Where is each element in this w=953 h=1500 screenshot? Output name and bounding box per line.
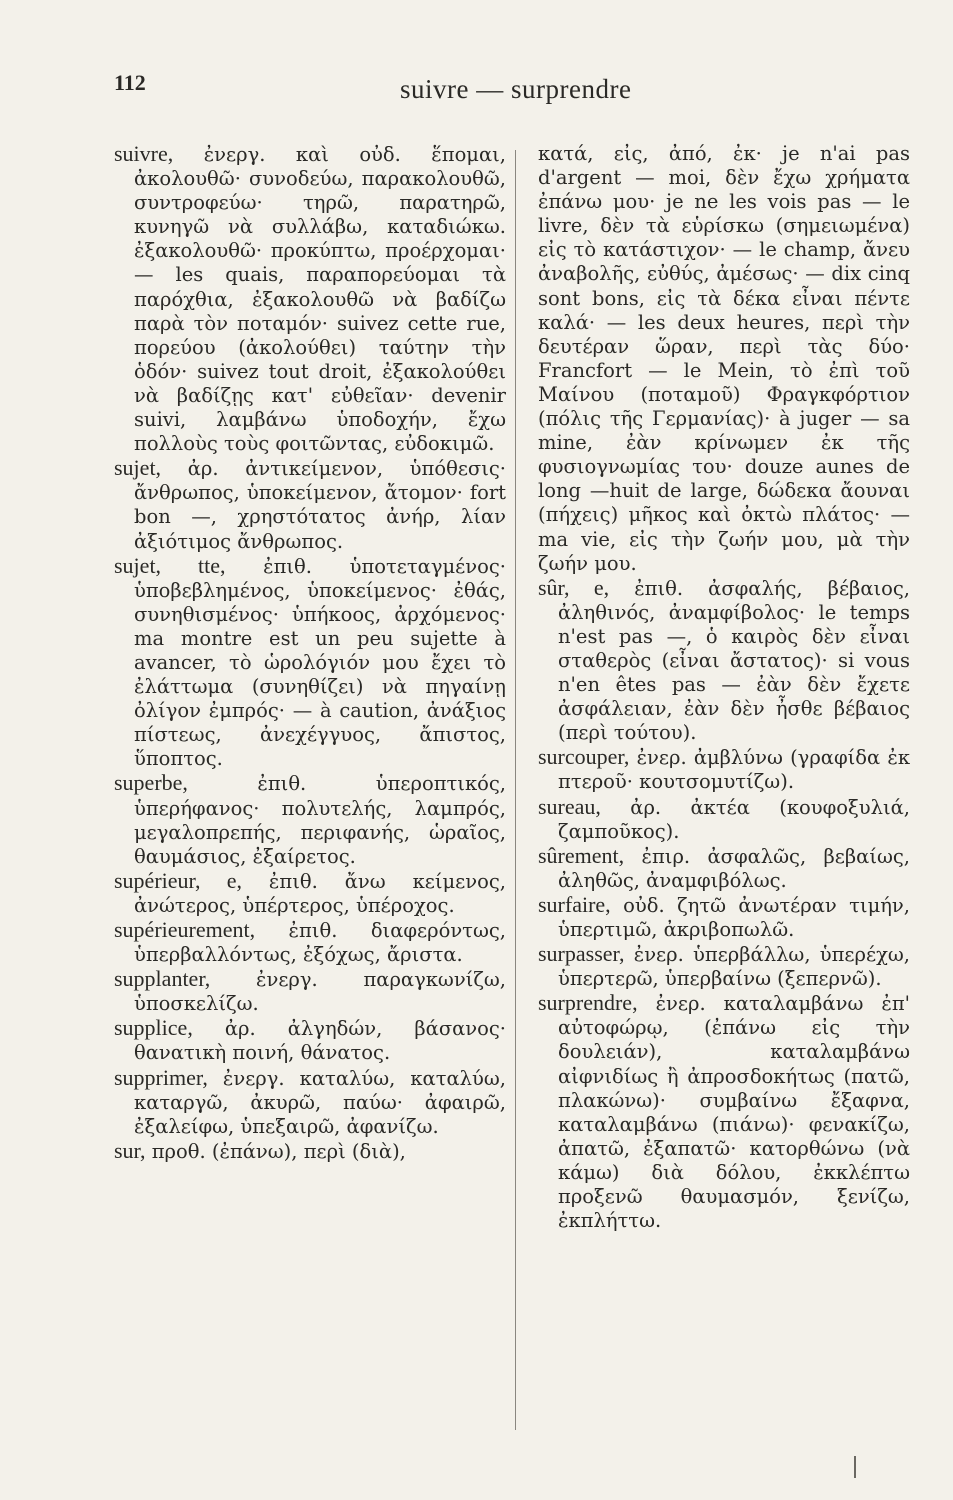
definition-text: ἀρ. ἀλγηδών, βάσανος· θανατικὴ ποινή, θάνατος. <box>134 1017 507 1065</box>
headword: supplanter, <box>114 966 211 992</box>
definition-text: ἐνεργ. παραγκωνίζω, ὑποσκελίζω. <box>134 968 506 1016</box>
headword: supplice, <box>114 1015 193 1041</box>
dictionary-entry <box>538 576 910 746</box>
headword: supérieurement, <box>114 917 256 942</box>
definition-text: ἐνερ. καταλαμβάνω ἐπ' αὐτοφώρῳ, (ἐπάνω εἰς τὴν δουλειάν), καταλαμβάνω αἰφνιδίως ἢ ἀπροσδοκήτως (πατῶ, πλακώνω)· συμβαίνω ἔξαφνα, καταλαμβάνω (πιάνω)· φενακίζω, ἀπατῶ, ἐξαπατῶ· κατορθώνω (νὰ κάμω) διὰ δόλου, ἐκκλέπτω προξενῶ θαυμασμόν, ξενίζω, ἐκπλήττω. <box>558 992 910 1233</box>
headword: supérieur, e, <box>114 867 242 893</box>
headword: sureau, <box>538 793 601 819</box>
dictionary-entry <box>538 844 910 893</box>
headword: surpasser, <box>538 941 625 967</box>
dictionary-entry <box>114 771 506 868</box>
dictionary-entry <box>114 142 506 456</box>
dictionary-entry <box>114 918 506 967</box>
definition-text: ἐπιθ. διαφερόντως, ὑπερβαλλόντως, ἐξόχως, ἄριστα. <box>134 919 506 967</box>
headword: surprendre, <box>538 990 638 1016</box>
stray-mark <box>854 1456 856 1478</box>
dictionary-entry <box>114 967 506 1016</box>
definition-text: ἐνεργ. καὶ οὐδ. ἕπομαι, ἀκολουθῶ· συνοδεύω, παρακολουθῶ, συντροφεύω· τηρῶ, παρατηρῶ, κυνηγῶ νὰ συλλάβω, καταδιώκω. ἐξακολουθῶ· προκύπτω, προέρχομαι· — les quais, παραπορεύομαι τὰ παρόχθια, ἐξακολουθῶ νὰ βαδίζω παρὰ τὸν ποταμόν· suivez cette rue, πορεύου (ἀκολούθει) ταύτην τὴν ὁδόν· suivez tout droit, ἐξακολούθει νὰ βαδίζῃς κατ' εὐθεῖαν· devenir suivi, λαμβάνω ὑποδοχήν, ἔχω πολλοὺς τοὺς φοιτῶντας, εὐδοκιμῶ. <box>134 143 506 456</box>
headword: surfaire, <box>538 891 611 917</box>
headword: supprimer, <box>114 1064 208 1090</box>
dictionary-entry <box>114 1066 506 1139</box>
headword: suivre, <box>114 141 174 166</box>
dictionary-entry <box>114 554 506 772</box>
dictionary-entry <box>538 893 910 942</box>
dictionary-entry <box>538 942 910 991</box>
definition-text: ἐπιθ. ὑπεροπτικός, ὑπερήφανος· πολυτελής, λαμπρός, μεγαλοπρεπής, περιφανής, ὡραῖος, θαυμάσιος, ἐξαίρετος. <box>134 772 506 868</box>
left-column <box>114 142 506 1164</box>
definition-text: ἐνερ. ἀμβλύνω (γραφίδα ἐκ πτεροῦ· κουτσομυτίζω). <box>558 746 911 794</box>
definition-text: κατά, εἰς, ἀπό, ἐκ· je n'ai pas d'argent — moi, δὲν ἔχω χρήματα ἐπάνω μου· je ne les vois pas — le livre, δὲν τὰ εὑρίσκω (σημειωμένα) εἰς τὸ κατάστιχον· — le champ, ἄνευ ἀναβολῆς, εὐθύς, ἀμέσως· — dix cinq sont bons, εἰς τὰ δέκα εἶναι πέντε καλά· — les deux heures, περὶ τὴν δευτέραν ὥραν, περὶ τὰς δύο· Francfort — le Mein, τὸ ἐπὶ τοῦ Μαίνου (ποταμοῦ) Φραγκφόρτιον (πόλις τῆς Γερμανίας)· à juger — sa mine, ἐὰν κρίνωμεν ἐκ τῆς φυσιογνωμίας του· douze aunes de long —huit de large, δώδεκα ἄουναι (πήχεις) μῆκος καὶ ὀκτὼ πλάτος· — ma vie, εἰς τὴν ζωήν μου, μὰ τὴν ζωήν μου. <box>538 142 910 575</box>
dictionary-entry <box>114 1139 506 1164</box>
headword: sujet, tte, <box>114 552 226 578</box>
headword: superbe, <box>114 770 188 796</box>
page-number: 112 <box>114 70 146 95</box>
definition-text: ἐπιθ. ὑποτεταγμένος· ὑποβεβλημένος, ὑποκείμενος· ἐθάς, συνηθισμένος· ὑπήκοος, ἀρχόμενος· ma montre est un peu sujette à avancer, τὸ ὡρολόγιόν μου ἔχει τὸ ἐλάττωμα (συνηθίζει) νὰ πηγαίνῃ ὀλίγον ἐμπρός· — à caution, ἀνάξιος πίστεως, ἀνεχέγγυος, ἄπιστος, ὕποπτος. <box>134 554 506 771</box>
dictionary-entry <box>538 795 910 844</box>
headword: surcouper, <box>538 744 630 770</box>
definition-text: ἐπιρ. ἀσφαλῶς, βεβαίως, ἀληθῶς, ἀναμφιβόλως. <box>558 844 911 892</box>
headword: sûrement, <box>538 842 625 868</box>
definition-text: ἐπιθ. ἀσφαλής, βέβαιος, ἀληθινός, ἀναμφίβολος· le temps n'est pas —, ὁ καιρὸς δὲν εἶναι σταθερὸς (εἶναι ἄστατος)· si vous n'en êtes pas — ἐὰν δὲν ἔχετε ἀσφάλειαν, ἐὰν δὲν ἦσθε βέβαιος (περὶ τούτου). <box>558 576 910 745</box>
definition-text: ἐπιθ. ἄνω κείμενος, ἀνώτερος, ὑπέρτερος, ὑπέροχος. <box>134 869 506 917</box>
headword: sur, <box>114 1137 146 1163</box>
definition-text: ἐνεργ. καταλύω, καταλύω, καταργῶ, ἀκυρῶ, παύω· ἀφαιρῶ, ἐξαλείφω, ὑπεξαιρῶ, ἀφανίζω. <box>134 1066 506 1138</box>
column-divider <box>515 150 516 1430</box>
headword: sûr, e, <box>538 574 610 600</box>
headword: sujet, <box>114 455 162 481</box>
definition-text: ἀρ. ἀντικείμενον, ὑπόθεσις· ἄνθρωπος, ὑποκείμενον, ἄτομον· fort bon —, χρηστότατος ἀνήρ, λίαν ἀξιότιμος ἄνθρωπος. <box>134 457 506 553</box>
right-column <box>538 142 910 1233</box>
definition-text: οὐδ. ζητῶ ἀνωτέραν τιμήν, ὑπερτιμῶ, ἀκριβοπωλῶ. <box>558 893 910 941</box>
definition-text: προθ. (ἐπάνω), περὶ (διὰ), <box>151 1139 406 1163</box>
dictionary-entry <box>114 869 506 918</box>
definition-text: ἐνερ. ὑπερβάλλω, ὑπερέχω, ὑπερτερῶ, ὑπερβαίνω (ξεπερνῶ). <box>558 943 911 991</box>
dictionary-entry <box>114 1016 506 1065</box>
definition-text: ἀρ. ἀκτέα (κουφοξυλιά, ζαμποῦκος). <box>558 795 911 843</box>
dictionary-entry <box>538 745 910 794</box>
dictionary-entry <box>114 456 506 553</box>
dictionary-entry <box>538 142 910 576</box>
running-head: suivre — surprendre <box>400 74 632 104</box>
dictionary-entry <box>538 991 910 1233</box>
